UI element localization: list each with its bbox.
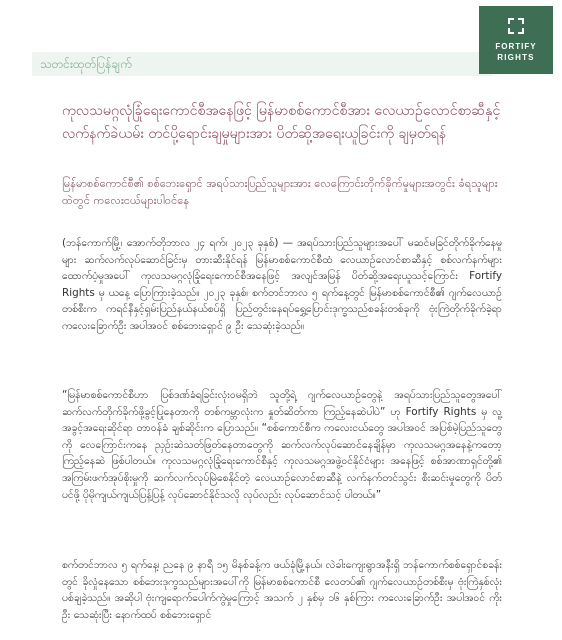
- body-paragraph-3: စက်တင်ဘာလ ၅ ရက်နေ့၊ ညနေ ၉ နာရီ ၁၅ မိနစ်ခန့်က ဖယ်ခုံမြို့နယ်၊ လဲခါးကျေးရွာအနီးရှိ ဘန်ကောက်စစ်ရှောင်စခန်းတွင် ခိုလှုံနေသော စစ်ဘေးဒုက္ခသည်များအပေါ်ကို မြန်မာစစ်ကောင်စီ လေတပ်၏ ဂျက်လေယာဉ်တစ်စီးမှ ဗုံးကြဲနှစ်လုံး ပစ်ချခဲ့သည်။ အဆိုပါ ဗုံးကျရောက်ပေါက်ကွဲမှုကြောင့် အသက် ၂ နှစ်မှ ၁၆ နှစ်ကြား ကလေးခြောက်ဦး အပါအဝင် ကိုးဦး သေဆုံးပြီး နောက်ထပ် စစ်ဘေးရှောင်: [62, 559, 502, 621]
- body-paragraph-2-quote: “မြန်မာစစ်ကောင်စီဟာ ပြစ်ဒဏ်ခံရခြင်းလုံးဝမရှိဘဲ သူတို့ရဲ့ ဂျက်လေယာဉ်တွေနဲ့ အရပ်သားပြည်သူတွေအပေါ် ဆက်လက်တိုက်ခိုက်ဖို့ခွင့်ပြုနေတာကို တစ်ကမ္ဘာလုံးက နှုတ်ဆိတ်ကာ ကြည့်နေဆဲပါပဲ” ဟု Fortify Rights မှ လူ့အခွင့်အရေးဆိုင်ရာ တာဝန်ခံ ချစ်ဆိုင်းက ပြောသည်။ “စစ်ကောင်စီက ကလေးငယ်တွေ အပါအဝင် အပြစ်မဲ့ပြည်သူတွေကို လေကြောင်းကနေ ညှဉ်းဆဲသတ်ဖြတ်နေတာတွေကို ဆက်လက်လုပ်ဆောင်နေချိန်မှာ ကုလသမဂ္ဂအနေနဲ့ကတော့ ကြည့်နေဆဲ ဖြစ်ပါတယ်။ ကုလသမဂ္ဂလုံခြုံရေးကောင်စီနှင့် ကုလသမဂ္ဂအဖွဲ့ဝင်နိုင်ငံများ အနေဖြင့် စစ်အာဏာရှင်တို့၏ အကြမ်းဖက်အုပ်စိုးမှုကို ဆက်လက်လုပ်မြဲစေနိုင်တဲ့ လေယာဉ်လောင်စာဆီနဲ့ လက်နက်တင်သွင်း စီးဆင်းမှုတွေကို ပိတ်ပင်ဖို့ ပိုမိုကျယ်ကျယ်ပြန့်ပြန့် လုပ်ဆောင်နိုင်သလို လုပ်လည်း လုပ်ဆောင်သင့် ပါတယ်။”: [62, 389, 502, 501]
- logo-text-fortify: FORTIFY: [495, 42, 537, 51]
- press-release-title: ကုလသမဂ္ဂလုံခြုံရေးကောင်စီအနေဖြင့် မြန်မာစစ်ကောင်စီအား လေယာဉ်လောင်စာဆီနှင့် လက်နက်ခဲယမ်း တင်ပို့ရောင်းချမှုများအား ပိတ်ဆို့အရေးယူခြင်းကို ချမှတ်ရန်: [62, 103, 501, 142]
- body-paragraph-1: (ဘန်ကောက်မြို့၊ အောက်တိုဘာလ ၂၄ ရက်၊ ၂၀၂၃ ခုနှစ်) — အရပ်သားပြည်သူများအပေါ် မဆင်မခြင်တိုက်ခိုက်နေမှုများ ဆက်လက်လုပ်ဆောင်ခြင်းမှ တားဆီးနိုင်ရန် မြန်မာစစ်ကောင်စီထံ လေယာဉ်လောင်စာဆီနှင့် စစ်လက်နက်များ ထောက်ပံ့မှုအပေါ် ကုလသမဂ္ဂလုံခြုံရေးကောင်စီအနေဖြင့် အလျင်အမြန် ပိတ်ဆို့အရေးယူသင့်ကြောင်း Fortify Rights မှ ယနေ့ ပြောကြားခဲ့သည်။ ၂၀၂၃ ခုနှစ်၊ စက်တင်ဘာလ ၅ ရက်နေ့တွင် မြန်မာစစ်ကောင်စီ၏ ဂျက်လေယာဉ်တစ်စီးက ကရင်နီနှင့်ရှမ်းပြည်နယ်နယ်စပ်ရှိ ပြည်တွင်းနေရပ်ရွှေ့ပြောင်းဒုက္ခသည်စခန်းတစ်ခုကို ဗုံးကြဲတိုက်ခိုက်ခဲ့ရာ ကလေးခြောက်ဦး အပါအဝင် စစ်ဘေးရှောင် ၉ ဦး သေဆုံးခဲ့သည်။: [62, 237, 502, 332]
- logo-text-rights: RIGHTS: [497, 53, 535, 62]
- fortify-rights-mark-icon: [506, 16, 526, 36]
- fortify-rights-logo[interactable]: [479, 6, 553, 74]
- press-release-subtitle: မြန်မာစစ်ကောင်စီ၏ စစ်ဘေးရှောင် အရပ်သားပြည်သူများအား လေကြောင်းတိုက်ခိုက်မှုများအတွင်း ခံရသူများထဲတွင် ကလေးငယ်များပါဝင်နေ: [62, 177, 498, 207]
- press-release-label: သတင်းထုတ်ပြန်ချက်: [40, 57, 132, 71]
